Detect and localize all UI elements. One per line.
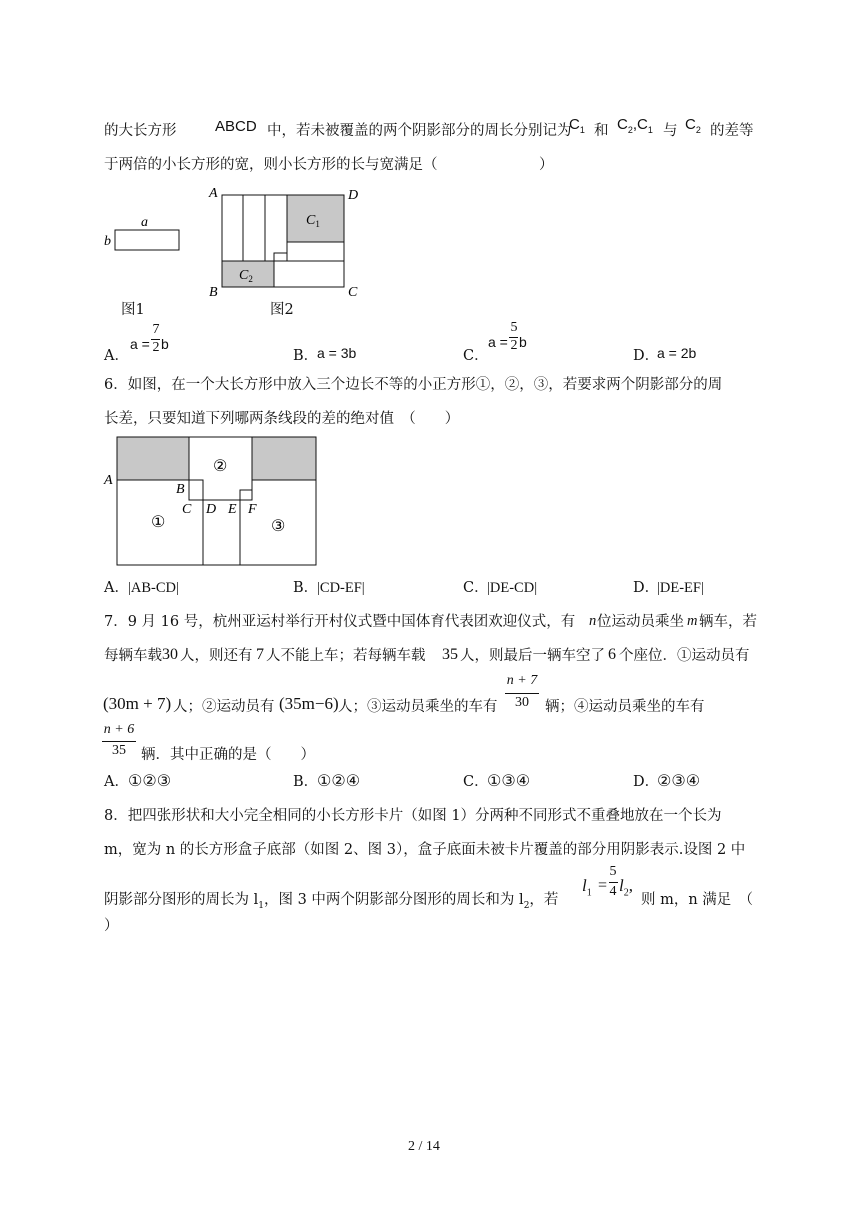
q7-frac2-num: n + 6	[103, 722, 135, 737]
q7-value-7: 7	[256, 646, 264, 663]
q6-label-square-2: ②	[213, 458, 228, 475]
q6-figure	[100, 433, 322, 568]
q7-n: n	[589, 613, 597, 629]
q8-line3-d: 则 m，n 满足 （	[641, 892, 754, 908]
q5-option-c-den: 2	[510, 338, 518, 353]
q6-option-b-label: B．	[293, 580, 319, 596]
fig1-small-rectangle	[115, 230, 179, 250]
q8-eq-l1: $l_1$	[582, 876, 592, 899]
q7-option-a-label: A．	[104, 774, 129, 790]
q7-line1-b: 位运动员乘坐	[597, 614, 684, 630]
q6-option-b: |CD-EF|	[317, 580, 365, 596]
q6-option-a-label: A．	[104, 580, 129, 596]
q7-line1-a: 7．9 月 16 号，杭州亚运村举行开村仪式暨中国体育代表团欢迎仪式，有	[104, 614, 576, 630]
q5-line1-c: 的差等	[710, 123, 754, 139]
q5-option-a-num: 7	[152, 322, 160, 337]
q7-line2-d: 人，则最后一辆车空了	[460, 648, 605, 664]
q6-shade-left	[117, 437, 189, 480]
q7-m: m	[687, 613, 698, 629]
q6-label-c: C	[182, 502, 192, 517]
fig1-label-a: a	[141, 215, 148, 230]
q7-option-a: ①②③	[128, 771, 172, 790]
q7-option-c: ①③④	[487, 771, 531, 790]
q7-line4: 辆．其中正确的是（ ）	[141, 747, 315, 763]
q6-label-a: A	[104, 473, 113, 488]
q5-option-b-label: B．	[293, 348, 319, 364]
q6-line1: 6．如图，在一个大长方形中放入三个边长不等的小正方形①，②，③，若要求两个阴影部分的周	[104, 377, 723, 393]
fig2-label-c: C	[348, 285, 358, 300]
q8-line2: m，宽为 n 的长方形盒子底部（如图 2、图 3），盒子底面未被卡片覆盖的部分用阴影表示.设图 2 中	[104, 842, 746, 858]
q5-c2b: $C_2$	[685, 116, 701, 135]
q5-figure-1	[100, 205, 190, 255]
q7-line3-a: 人；②运动员有	[173, 699, 275, 715]
q8-eq-equals: =	[598, 877, 608, 894]
fig1-caption: 图1	[121, 302, 145, 318]
q7-frac1-den: 30	[515, 695, 529, 710]
q5-option-c-post: b	[519, 334, 527, 350]
q8-eq-bar	[609, 882, 618, 883]
q6-line2: 长差，只要知道下列哪两条线段的差的绝对值 （ ）	[104, 411, 460, 427]
fig2-label-c2: $C_2$	[239, 268, 253, 284]
q7-expr-1: (30m + 7)	[103, 694, 172, 713]
q7-line1-c: 辆车，若	[699, 614, 757, 630]
q6-label-square-3: ③	[271, 518, 286, 535]
q6-label-b: B	[176, 482, 185, 497]
fig2-label-c1: $C_1$	[306, 213, 320, 229]
q7-line3-b: 人；③运动员乘坐的车有	[338, 699, 498, 715]
q5-c1: $C_1$	[569, 116, 585, 135]
q6-option-d: |DE-EF|	[657, 580, 704, 596]
q8-line3-a: 阴影部分图形的周长为 $l_1$，图 3 中两个阴影部分图形的周长和为 $l_2$，若	[104, 892, 559, 911]
fig2-label-a: A	[209, 186, 218, 201]
q5-and: 和	[594, 123, 609, 139]
q7-frac1-num: n + 7	[506, 673, 538, 688]
q6-label-d: D	[206, 502, 217, 517]
q5-line1-b: 中，若未被覆盖的两个阴影部分的周长分别记为	[267, 123, 572, 139]
q7-option-d: ②③④	[657, 771, 701, 790]
q6-shade-right	[252, 437, 316, 480]
q7-line2-c: 人不能上车；若每辆车载	[266, 648, 426, 664]
q7-option-b: ①②④	[317, 771, 361, 790]
q7-option-d-label: D．	[633, 774, 660, 790]
q6-option-c-label: C．	[463, 580, 489, 596]
q7-line2-b: 人，则还有	[180, 648, 253, 664]
fig2-label-b: B	[209, 285, 218, 300]
q5-option-a-label: A．	[104, 348, 129, 364]
q6-label-f: F	[248, 502, 257, 517]
q7-frac2-bar	[102, 741, 136, 742]
q5-abcd: ABCD	[215, 118, 257, 135]
q7-option-c-label: C．	[463, 774, 489, 790]
q7-frac2-den: 35	[112, 743, 126, 758]
q8-eq-l2: $l_2$,	[619, 876, 633, 899]
q8-line1: 8．把四张形状和大小完全相同的小长方形卡片（如图 1）分两种不同形式不重叠地放在一个长为	[104, 808, 722, 824]
q7-line2-e: 个座位．①运动员有	[619, 648, 750, 664]
q5-c2c1: $C_2,C_1$	[617, 116, 653, 135]
q6-option-a: |AB-CD|	[128, 580, 179, 596]
q7-value-35: 35	[442, 646, 458, 663]
q5-option-c-label: C．	[463, 348, 489, 364]
q6-option-c: |DE-CD|	[487, 580, 538, 596]
q6-label-square-1: ①	[151, 514, 166, 531]
q8-line4: ）	[104, 918, 119, 934]
q7-expr-2: (35m−6)	[279, 694, 339, 713]
q5-line1-a: 的大长方形	[104, 123, 177, 139]
q5-option-a-den: 2	[152, 340, 160, 355]
q5-option-d-label: D．	[633, 348, 660, 364]
q8-eq-num: 5	[609, 864, 617, 879]
q5-option-c-num: 5	[510, 320, 518, 335]
q5-line2: 于两倍的小长方形的宽，则小长方形的长与宽满足（ ）	[104, 157, 554, 173]
q7-option-b-label: B．	[293, 774, 319, 790]
q7-value-30: 30	[162, 646, 178, 663]
q7-line2-a: 每辆车载	[104, 648, 162, 664]
q5-with: 与	[663, 123, 678, 139]
fig2-label-d: D	[348, 188, 359, 203]
q7-line3-c: 辆；④运动员乘坐的车有	[545, 699, 705, 715]
q7-frac1-bar	[505, 693, 539, 694]
q5-option-a-post: b	[161, 336, 169, 352]
q6-label-e: E	[228, 502, 237, 517]
page-number: 2 / 14	[408, 1139, 440, 1154]
q5-option-d: a = 2b	[657, 345, 697, 361]
q7-value-6: 6	[608, 646, 616, 663]
fig1-label-b: b	[104, 234, 111, 249]
fig2-caption: 图2	[270, 302, 294, 318]
q5-option-b: a = 3b	[317, 345, 357, 361]
q8-eq-den: 4	[609, 884, 617, 899]
q6-option-d-label: D．	[633, 580, 660, 596]
q5-figure-2	[205, 183, 365, 303]
q5-option-c-pre: a =	[488, 334, 508, 350]
q5-option-a-pre: a =	[130, 336, 150, 352]
